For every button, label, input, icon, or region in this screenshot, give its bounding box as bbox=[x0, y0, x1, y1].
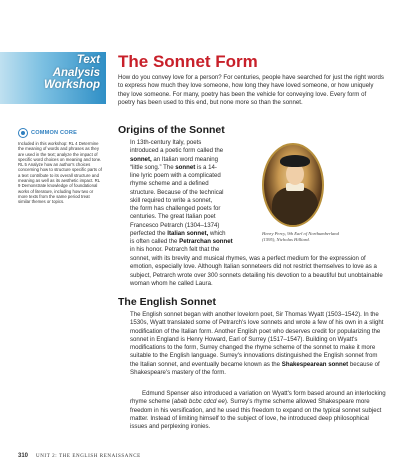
workshop-banner bbox=[0, 52, 106, 104]
origins-line: In 13th-century Italy, poets bbox=[130, 139, 202, 146]
rhyme-scheme: abab bcbc cdcd ee bbox=[173, 398, 225, 406]
section-heading-origins: Origins of the Sonnet bbox=[118, 124, 225, 136]
banner-line-3: Workshop bbox=[43, 79, 100, 91]
portrait-caption: Henry Percy, 9th Earl of Northumberland (1595), Nicholas Hilliard. bbox=[262, 231, 339, 242]
origins-line: structure. Because of the technical bbox=[130, 188, 224, 196]
origins-line: in his honor. Petrarch felt that the bbox=[130, 246, 220, 254]
common-core-standards: Included in this workshop: RL 4 Determine the meaning of words and phrases as they are used in the text; analyze the impact of specific word choices on meaning and tone. RL 5 Analyze how an author's choices concerning how to structure specific parts of a text contribute to its overall structure and meaning as well as its aesthetic impact. RL 9 Demonstrate knowledge of foundational works of literature, including how two or more texts from the same period treat similar themes or topics. bbox=[18, 141, 102, 205]
key-term: Shakespearean sonnet bbox=[281, 360, 349, 368]
english-paragraph-2: Edmund Spenser also introduced a variation on Wyatt's form based around an interlocking rhyme scheme (abab bcbc cdcd ee). Surrey's rhyme scheme allowed Shakespeare more freedom in his versification, and he used this freedom to expand on the typical sonnet subject matter. Instead of limiting himself to the subject of love, he introduced deep philosophical issues and perplexing ironies. bbox=[130, 390, 386, 430]
banner-line-2: Analysis bbox=[52, 66, 100, 79]
common-core-icon bbox=[18, 128, 28, 138]
origins-line: skill required to write a sonnet, bbox=[130, 196, 213, 204]
origins-line: rhyme scheme and a defined bbox=[130, 180, 209, 188]
banner-line-1: Text bbox=[76, 54, 100, 66]
origins-line: perfected the Italian sonnet, which bbox=[130, 229, 226, 237]
origins-line: introduced a poetic form called the bbox=[130, 147, 224, 155]
origins-line: sonnet, an Italian word meaning bbox=[130, 155, 219, 163]
portrait-image bbox=[262, 143, 324, 227]
page-number: 310 bbox=[18, 453, 29, 459]
unit-title: UNIT 2: THE ENGLISH RENAISSANCE bbox=[36, 454, 141, 459]
origins-line: the form has challenged poets for bbox=[130, 205, 221, 212]
origins-line: “little song.” The sonnet is a 14- bbox=[130, 163, 217, 171]
english-paragraph-1: The English sonnet began with another lovelorn poet, Sir Thomas Wyatt (1503–1542). In the 1530s, Wyatt translated some of Petrarch's love sonnets and wrote a few of his own in a slight modification of the Italian form. Another English poet who deserves credit for popularizing the sonnet in England is Henry Howard, Earl of Surrey (1517–1547). Building on Wyatt's modifications to the form, Surrey changed the rhyme scheme of the sonnet to make it more suitable to the English language. Surrey's innovations distinguished the English sonnet from the Italian sonnet, and eventually became known as the Shakespearean sonnet because of Shakespeare's mastery of the form. bbox=[130, 311, 384, 376]
origins-paragraph-narrow bbox=[130, 139, 258, 255]
origins-paragraph-continued: sonnet, with its brevity and musical rhymes, was a perfect medium for the expression of emotion, especially love. Although Italian sonneteers did not restrict themselves to love as a subject, Petrarch wrote over 300 sonnets detailing his devotion to a beautiful but unobtainable woman whom he called Laura. bbox=[130, 255, 383, 287]
origins-line: line lyric poem with a complicated bbox=[130, 172, 221, 179]
page-title: The Sonnet Form bbox=[118, 52, 258, 71]
common-core-badge bbox=[18, 128, 102, 138]
section-heading-english: The English Sonnet bbox=[118, 296, 217, 308]
workshop-banner-text bbox=[44, 54, 100, 92]
intro-paragraph: How do you convey love for a person? For centuries, people have searched for just the right words to express how much they love someone, how long they have loved someone, or how uniquely they love someone. For many, poetry has been the vehicle for conveying love. Every form of poetry has been used to this end, but none more so than the sonnet. bbox=[118, 74, 384, 106]
page-footer bbox=[18, 453, 141, 459]
origins-line: Francesco Petrarch (1304–1374) bbox=[130, 221, 220, 229]
common-core-label: COMMON CORE bbox=[31, 130, 78, 136]
common-core-sidebar bbox=[18, 128, 102, 205]
origins-line: is often called the Petrarchan sonnet bbox=[130, 238, 233, 245]
origins-line: centuries. The great Italian poet bbox=[130, 213, 216, 221]
